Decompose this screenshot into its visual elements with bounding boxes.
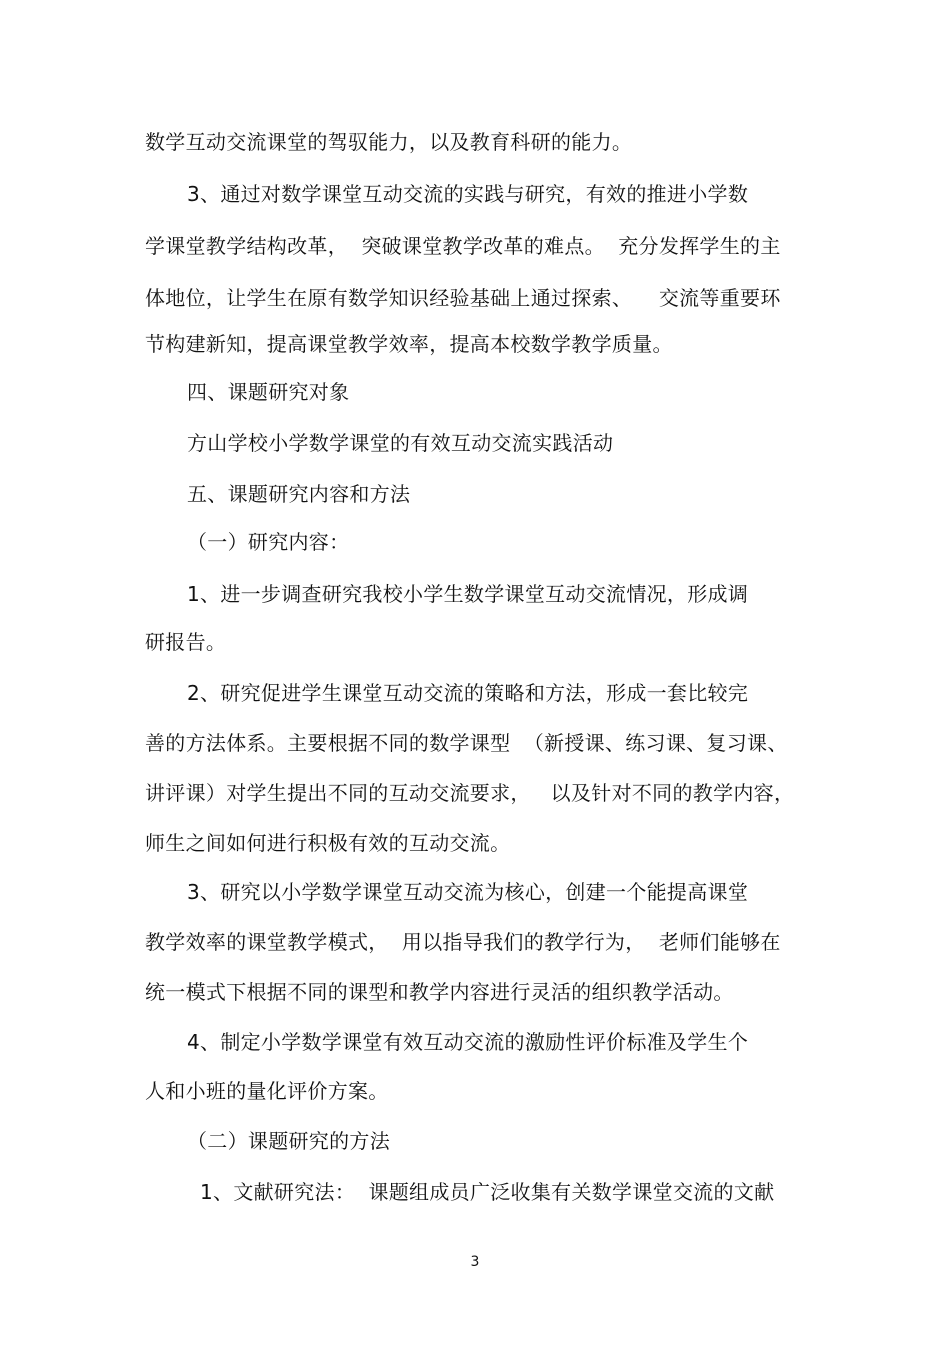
- text-line: 节构建新知，提高课堂教学效率，提高本校数学教学质量。: [145, 332, 673, 356]
- text-line: 人和小班的量化评价方案。: [145, 1079, 389, 1103]
- text-line: 数学互动交流课堂的驾驭能力，以及教育科研的能力。: [145, 130, 633, 154]
- section-heading: 四、课题研究对象: [187, 380, 350, 404]
- section-heading: 五、课题研究内容和方法: [187, 482, 411, 506]
- text-line: 体地位，让学生在原有数学知识经验基础上通过探索、 交流等重要环: [145, 286, 781, 310]
- text-line: 1、文献研究法： 课题组成员广泛收集有关数学课堂交流的文献: [200, 1180, 775, 1204]
- text-line: 学课堂教学结构改革， 突破课堂教学改革的难点。 充分发挥学生的主: [145, 234, 781, 258]
- text-line: 2、研究促进学生课堂互动交流的策略和方法，形成一套比较完: [187, 681, 749, 705]
- subsection-heading: （二）课题研究的方法: [187, 1129, 390, 1153]
- text-line: 善的方法体系。主要根据不同的数学课型 （新授课、练习课、复习课、: [145, 731, 788, 755]
- text-line: 统一模式下根据不同的课型和教学内容进行灵活的组织教学活动。: [145, 980, 734, 1004]
- text-line: 3、研究以小学数学课堂互动交流为核心，创建一个能提高课堂: [187, 880, 749, 904]
- page-number: 3: [470, 1254, 480, 1270]
- text-line: 师生之间如何进行积极有效的互动交流。: [145, 831, 511, 855]
- subsection-heading: （一）研究内容：: [187, 530, 350, 554]
- text-line: 讲评课）对学生提出不同的互动交流要求， 以及针对不同的教学内容，: [145, 781, 795, 805]
- text-line: 教学效率的课堂教学模式， 用以指导我们的教学行为， 老师们能够在: [145, 930, 781, 954]
- text-line: 1、进一步调查研究我校小学生数学课堂互动交流情况，形成调: [187, 582, 749, 606]
- text-line: 研报告。: [145, 630, 227, 654]
- text-line: 3、通过对数学课堂互动交流的实践与研究，有效的推进小学数: [187, 182, 749, 206]
- text-line: 4、制定小学数学课堂有效互动交流的激励性评价标准及学生个: [187, 1030, 749, 1054]
- text-line: 方山学校小学数学课堂的有效互动交流实践活动: [187, 431, 614, 455]
